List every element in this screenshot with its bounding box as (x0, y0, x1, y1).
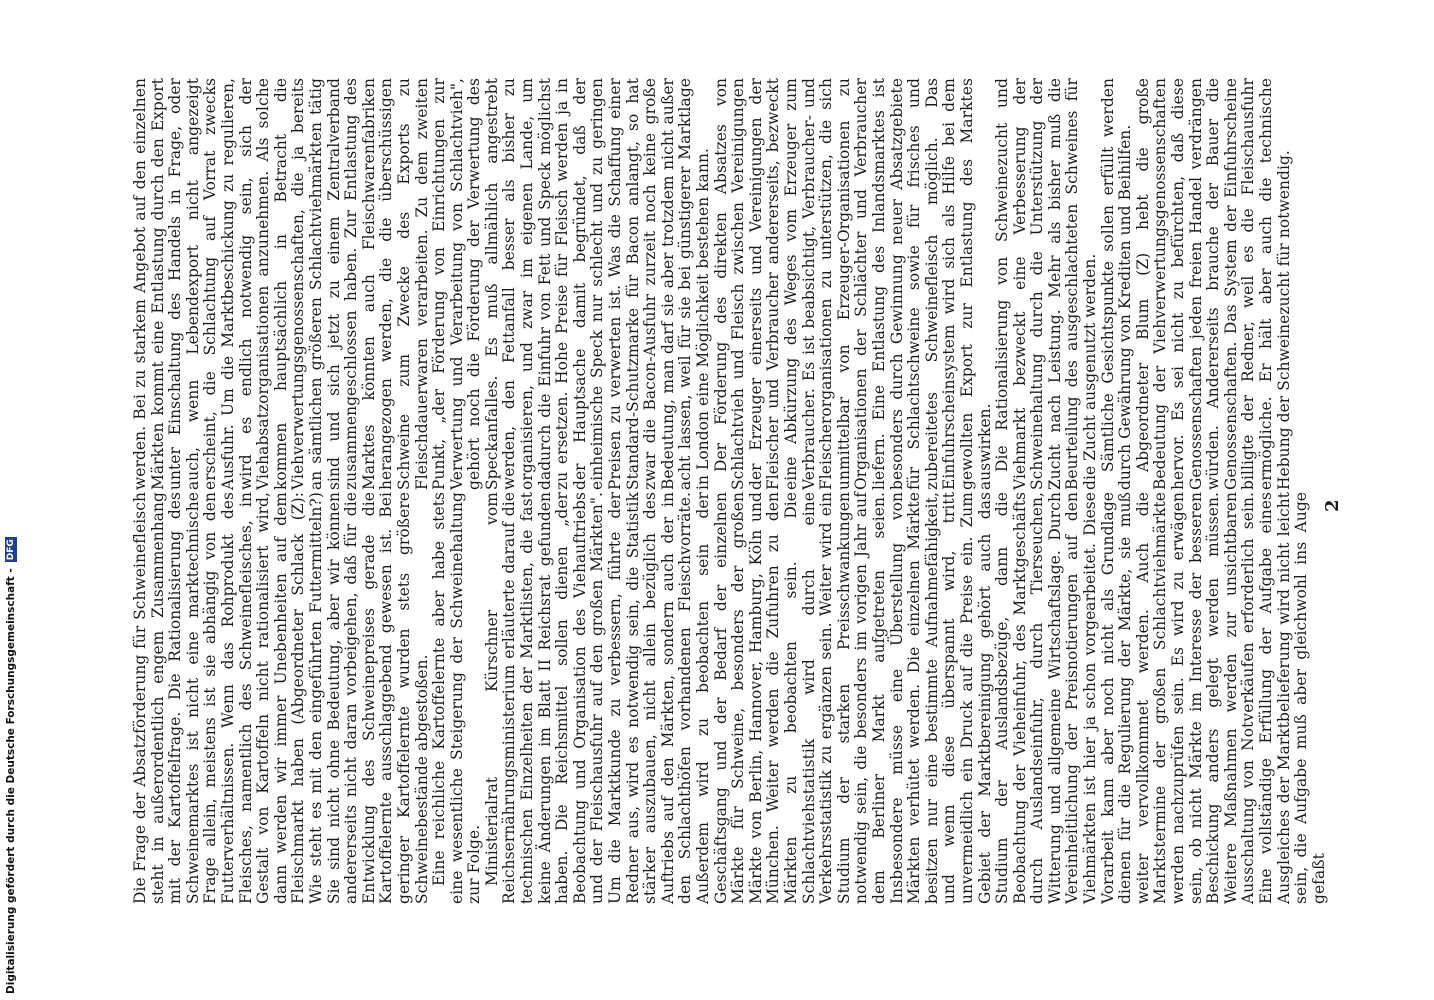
paragraph: Die Frage der Absatzförderung für Schweinefleisch steht in außerordentlich engem Zusammenhang mit der Kartoffelfrage. Die Rationalisierung des Schweinemarktes ist nicht eine marktechnische Frage allein, meistens ist sie abhängig von den Futterverhältnissen. Wenn das Rohprodukt des Fleisches, namentlich des Schweinefleisches, in Gestalt von Kartoffeln nicht rationalisiert wird, dann werden wir immer Unebenheiten auf dem Fleischmarkt haben (Abgeordneter Schlack (Z): Wie steht es mit den eingeführten Futtermitteln?) Sie sind nicht ohne Bedeutung, aber wir können andererseits nicht daran vorbeigehen, daß für die Entwicklung des Schweinepreises gerade die Kartoffelernte ausschlaggebend gewesen ist. Bei geringer Kartoffelernte wurden stets größere Schweinebestände abgestoßen. (131, 492, 431, 904)
paragraph: werden. Bei zu starkem Angebot auf den einzelnen Märkten kommt eine Entlastung durch den Export unter Einschaltung des Handels in Frage, oder auch, wenn Lebendexport nicht angezeigt erscheint, die Schlachtung auf Vorrat zwecks Ausfuhr. Um die Marktbeschickung zu regulieren, wird es endlich notwendig sein, sich der Viehabsatzorganisationen anzunehmen. Als solche kommen hauptsächlich in Betracht die Viehverwertungsgenossenschaften, die ja bereits an sämtlichen größeren Schlachtviehmärkten tätig sind und sich jetzt zu einem Zentralverband zusammengeschlossen haben. Zur Entlastung des Marktes könnten auch Fleischwarenfabriken herangezogen werden, die die überschüssigen Schweine zum Zwecke des Exports zu Fleischdauerwaren verarbeiten. Zu dem zweiten Punkt, „der Förderung von Einrichtungen zur Verwertung und Verarbeitung von Schlachtvieh", gehört noch die Förderung der Verwertung des Speckanfalles. Es muß allmählich angestrebt werden, den Fettanfall besser als bisher zu organisieren, und zwar im eigenen Lande, um dadurch die Einfuhr von Fett und Speck möglichst zu ersetzen. Hohe Preise für Fleisch werden ja in der Hauptsache damit begründet, daß der einheimische Speck nur schlecht und zu geringen Preisen zu verwerten ist. Was die Schaffung einer Standard-Schutzmarke für Bacon anlangt, so hat zwar die Bacon-Ausfuhr zurzeit noch keine große Bedeutung, man darf sie aber trotzdem nicht außer acht lassen, weil für sie bei günstigerer Marktlage in London eine Möglichkeit bestehen kann. (131, 78, 712, 490)
paragraph: Eine reichliche Kartoffelernte aber habe stets eine wesentliche Steigerung der Schweinehaltung zur Folge. (430, 492, 484, 904)
paragraph: Die Rationalisierung von Schweinezucht und Viehmarkt bezweckt eine Verbesserung der Schweinehaltung durch die Unterstützung der Zucht nach Leistung. Mehr als bisher muß die Beurteilung des ausgeschlachteten Schweines für die Zucht ausgenutzt werden. (993, 78, 1100, 490)
paragraph: Abgeordneter Blum (Z) hebt die große Bedeutung der Viehverwertungsgenossenschaften hervor. Es sei nicht zu befürchten, daß diese Genossenschaften jeden freien Handel verdrängen würden. Andererseits brauche der Bauer die Genossenschaften. Das System der Einfuhrscheine billigte der Redner, weil es die Fleischausfuhr ermögliche. Er hält aber auch die technische Hebung der Schweinezucht für notwendig. (1133, 78, 1293, 490)
paragraph: Der Förderung des direkten Absatzes von Schlachtvieh und Fleisch zwischen Vereinigungen der Erzeuger einerseits und Vereinigungen der Fleischer und Verbraucher andererseits, bezweckt eine Abkürzung des Weges vom Erzeuger zum Verbraucher. Es ist beabsichtigt, Verbraucher- und Fleischerorganisationen zu unterstützen, die sich unmittelbar von Erzeuger-Organisationen zu Organisationen der Schlächter und Verbraucher liefern. Eine Entlastung des Inlandsmarktes ist besonders durch Gewinnung neuer Absatzgebiete für Schlachtschweine sowie für frisches und zubereitetes Schweinefleisch möglich. Das Einfuhrscheinsystem wird sich als Hilfe bei dem gewollten Export zur Entlastung des Marktes auswirken. (711, 78, 994, 490)
text-column-right (132, 78, 1293, 490)
digitization-notice-text: Digitalisierung gefördert durch die Deutsche Forschungsgemeinschaft - (5, 568, 17, 994)
paragraph: Ministerialrat Kürschner vom Reichsernährungsministerium erläuterte darauf die technischen Einzelheiten der Marktlisten, die fast keine Änderungen im Blatt II Reichsrat gefunden haben. Die Reichsmittel sollen dienen „der Beobachtung und Organisation des Viehauftriebs und der Fleischausfuhr auf den großen Märkten". Um die Marktkunde zu verbessern, führte der Redner aus, wird es notwendig sein, die Statistik stärker auszubauen, nicht allein bezüglich des Auftriebs auf den Märkten, sondern auch der in den Schlachthöfen vorhandenen Fleischvorräte. Außerdem wird zu beobachten sein der Geschäftsgang und der Bedarf der einzelnen Märkte für Schweine, besonders der großen Märkte von Berlin, Hannover, Hamburg, Köln und München. Weiter werden die Zufuhren zu den Märkten zu beobachten sein. Die Schlachtviehstatistik wird durch eine Verkehrsstatistik zu ergänzen sein. Weiter wird ein Studium der starken Preisschwankungen notwendig sein, die besonders im vorigen Jahr auf dem Berliner Markt aufgetreten seien. Insbesondere müsse eine Überstellung von Märkten verhütet werden. Die einzelnen Märkte besitzen nur eine bestimmte Aufnahmefähigkeit, und wenn diese überspannt wird, tritt unvermeidlich ein Druck auf die Preise ein. Zum Gebiet der Marktbereinigung gehört auch das Studium der Auslandsbezüge, dann die Beobachtung der Vieheinfuhr, des Marktgeschäfts durch Auslandseinfuhr, durch Tierseuchen, Witterung und allgemeine Wirtschaftslage. Durch Vereinheitlichung der Preisnotierungen auf den Viehmärkten ist hier ja schon vorgearbeitet. Diese Vorarbeit kann aber noch nicht als Grundlage dienen für die Regulierung der Märkte, sie muß weiter vervollkommnet werden. Auch die Marktstermine der großen Schlachtviehmärkte werden nachzuprüfen sein. Es wird zu erwägen sein, ob nicht Märkte im Interesse der besseren Beschickung anders gelegt werden müssen. Weitere Maßnahmen werden zur unsichtbaren Ausschaltung von Notverkäufen erforderlich sein. Eine vollständige Erfüllung der Aufgabe eines Ausgleiches der Marktbelieferung wird nicht leicht sein, die Aufgabe muß aber gleichwohl ins Auge gefaßt (482, 492, 1328, 904)
dfg-logo: DFG (6, 539, 16, 561)
digitization-notice (4, 539, 18, 994)
paragraph: Sämtliche Gesichtspunkte sollen erfüllt werden durch Gewährung von Krediten und Beihilfen. (1098, 78, 1135, 490)
text-column-left (132, 492, 1328, 904)
page-number: 2 (1322, 499, 1343, 512)
